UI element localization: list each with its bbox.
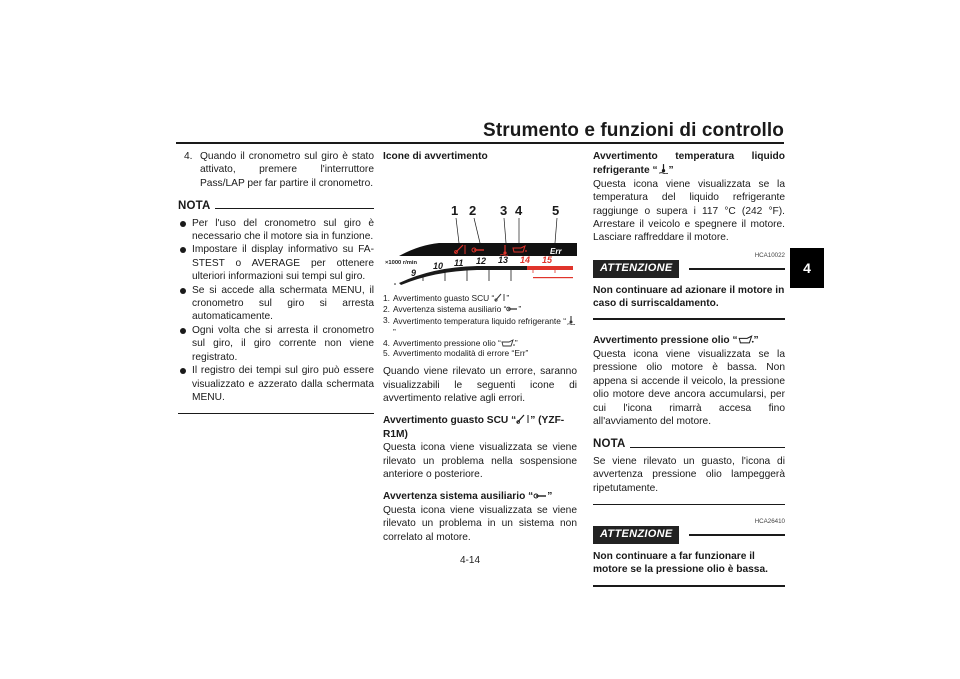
overheat-warning: Non continuare ad azionare il motore in caso di surriscaldamento. (593, 284, 785, 310)
page-title: Strumento e funzioni di controllo (483, 120, 784, 141)
column-middle (383, 150, 577, 544)
notice-code: HCA10022 (754, 251, 785, 259)
note-label: NOTA (178, 200, 211, 213)
scu-icon (494, 293, 506, 302)
callout-2: 2 (469, 203, 477, 219)
legend-item-5: 5. Avvertimento modalità di errore “Err” (383, 348, 529, 359)
step-text: Quando il cronometro sul giro è stato attivato, premere l'interruttore Pass/LAP per far partire il cronometro. (200, 151, 374, 189)
list-item: Il registro dei tempi sul giro può essere visualizzato e azzerato dalla schermata MENU. (178, 364, 374, 404)
red-zone-bar (527, 266, 573, 270)
scu-icon (516, 414, 530, 424)
oil-warning-text: Questa icona viene visualizzata se la pressione olio motore è bassa. Non appena si accende il veicolo, la pressione olio motore deve ancora accumularsi, per cui l'icona rimarrà accesa fino all'avviamento del motore. (593, 348, 785, 427)
scale-15: 15 (542, 255, 553, 266)
coolant-icon (566, 315, 576, 325)
warning-end-rule (593, 585, 785, 587)
model-tag: (YZF-R1M) (383, 415, 565, 440)
attenzione-label: ATTENZIONE (593, 260, 679, 277)
tachometer-illustration (383, 163, 577, 289)
list-item: Impostare il display informativo su FA-STEST o AVERAGE per ottenere ulteriori informazioni sui tempi sul giro. (178, 243, 374, 283)
step-4 (178, 150, 374, 190)
attenzione-label: ATTENZIONE (593, 526, 679, 543)
legend-item-1: 1. Avvertimento guasto SCU “ ” (383, 293, 510, 304)
attenzione-bar (593, 526, 785, 543)
scale-14: 14 (520, 255, 531, 266)
wrench-icon (506, 304, 518, 313)
legend-item-4: 4. Avvertimento pressione olio “ ” (383, 337, 518, 348)
legend-item-3: 3. Avvertimento temperatura liquido refrigerante “” (383, 315, 577, 338)
note-label: NOTA (593, 438, 626, 451)
coolant-icon (658, 163, 669, 174)
scale-10: 10 (433, 261, 444, 272)
oil-can-icon (501, 339, 515, 347)
note-rule (215, 208, 374, 209)
note-rule (630, 447, 785, 448)
oil-can-icon (738, 335, 754, 344)
step-number: 4. (184, 151, 193, 162)
intro-paragraph: Quando viene rilevato un errore, saranno visualizzabili le seguenti icone di avvertimento relative agli errori. (383, 366, 577, 404)
note-bullets (178, 217, 374, 405)
note-text: Se viene rilevato un guasto, l'icona di avvertenza pressione olio lampeggerà ripetutamente. (593, 455, 785, 494)
notice-code: HCA26410 (754, 517, 785, 525)
attenzione-bar (593, 260, 785, 277)
scale-9: 9 (411, 268, 417, 279)
chapter-tab: 4 (790, 248, 824, 288)
callout-4: 4 (515, 203, 523, 219)
scale-13: 13 (498, 255, 509, 266)
scu-warning-text: Questa icona viene visualizzata se viene rilevato un problema nella sospensione anteriore o posteriore. (383, 442, 577, 481)
note-heading (593, 438, 785, 451)
coolant-warning-heading: Avvertimento temperatura liquido refrigerante “ ” (593, 151, 785, 177)
note-end-rule (593, 504, 785, 505)
figure-legend (383, 293, 577, 359)
instrument-figure (383, 163, 577, 289)
oil-warning-heading: Avvertimento pressione olio “ ” (593, 335, 759, 347)
scale-12: 12 (476, 256, 487, 267)
list-item: Per l'uso del cronometro sul giro è necessario che il motore sia in funzione. (178, 217, 374, 244)
list-item: Se si accede alla schermata MENU, il cronometro sul giro si arresta automaticamente. (178, 284, 374, 324)
header-rule (176, 142, 784, 144)
note-end-rule (178, 413, 374, 414)
leader-lines (456, 218, 557, 243)
red-zone-underline (533, 277, 573, 278)
rpm-label: ×1000 r/min (385, 260, 418, 267)
callout-5: 5 (552, 203, 560, 219)
coolant-warning-text: Questa icona viene visualizzata se la temperatura del liquido refrigerante raggiunge o supera i 117 °C (242 °F). Arrestare il veicolo e spegnere il motore. Lasciare raffreddare il motore. (593, 178, 785, 244)
list-item: Ogni volta che si arresta il cronometro sul giro, il giro corrente non viene registrato. (178, 324, 374, 364)
scale-dot (394, 284, 396, 286)
wrench-icon (533, 491, 547, 500)
scale-11: 11 (454, 258, 464, 269)
column-right (593, 150, 785, 587)
column-left (178, 150, 374, 414)
page-number: 4-14 (460, 555, 481, 566)
aux-warning-text: Questa icona viene visualizzata se viene rilevato un problema in un sistema non correlato al motore. (383, 504, 577, 543)
callout-1: 1 (451, 203, 459, 219)
err-text: Err (550, 247, 562, 257)
aux-warning-heading: Avvertenza sistema ausiliario “ ” (383, 491, 553, 503)
scu-warning-heading: Avvertimento guasto SCU “ ” (YZF-R1M) (383, 415, 565, 440)
callout-3: 3 (500, 203, 508, 219)
note-heading (178, 200, 374, 213)
rpm-bar (399, 266, 527, 285)
oil-pressure-warning: Non continuare a far funzionare il motore se la pressione olio è bassa. (593, 550, 768, 576)
warning-icons-heading: Icone di avvertimento (383, 151, 488, 162)
legend-item-2: 2. Avvertenza sistema ausiliario “ ” (383, 304, 522, 315)
